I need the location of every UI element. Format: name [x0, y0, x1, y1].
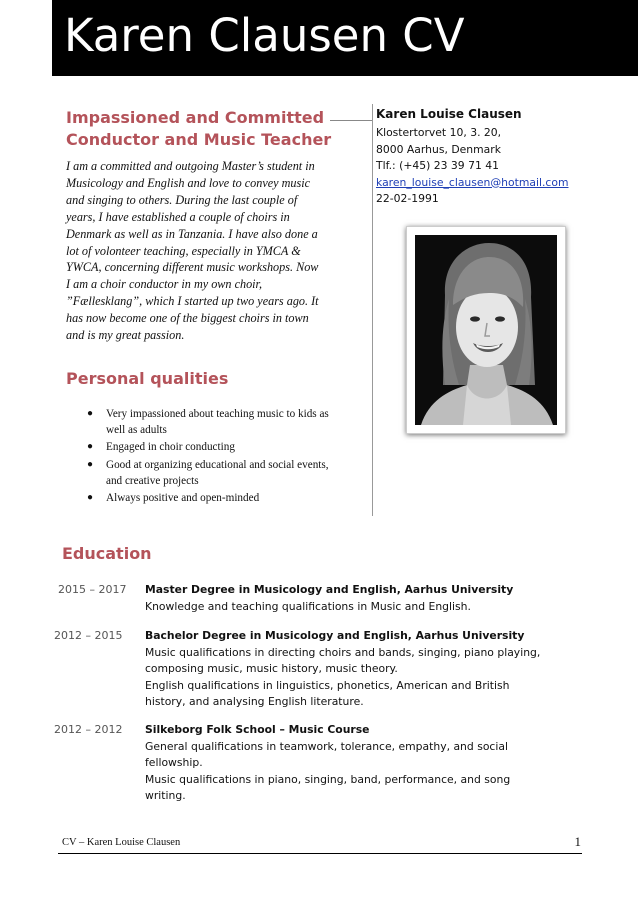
- bullet-icon: ●: [87, 458, 94, 470]
- personal-qualities-list: [72, 406, 332, 507]
- bullet-icon: ●: [87, 441, 94, 453]
- footer-label: CV – Karen Louise Clausen: [62, 837, 181, 848]
- education-description: Music qualifications in directing choirs and bands, singing, piano playing, composing music, music history, music theory.: [145, 645, 541, 675]
- footer-divider: [58, 853, 582, 854]
- profile-heading: Impassioned and Committed Conductor and Music Teacher: [66, 108, 332, 149]
- list-item: ● Good at organizing educational and social events, and creative projects: [87, 458, 329, 487]
- bullet-icon: ●: [87, 492, 94, 504]
- education-dates: 2012 – 2015: [54, 629, 123, 642]
- personal-qualities-heading: Personal qualities: [66, 369, 229, 388]
- education-title: Silkeborg Folk School – Music Course: [145, 723, 370, 736]
- contact-phone: Tlf.: (+45) 23 39 71 41: [376, 159, 500, 172]
- page-number: 1: [574, 834, 581, 849]
- education-description: Music qualifications in piano, singing, band, performance, and song writing.: [145, 772, 511, 802]
- portrait-photo-frame: [406, 226, 566, 434]
- education-details: [145, 628, 545, 711]
- education-description: General qualifications in teamwork, tolerance, empathy, and social fellowship.: [145, 739, 508, 769]
- education-description: English qualifications in linguistics, phonetics, American and British history, and analysing English literature.: [145, 678, 510, 708]
- divider: [330, 120, 372, 121]
- list-item: ● Very impassioned about teaching music to kids as well as adults: [87, 408, 329, 437]
- education-title: Bachelor Degree in Musicology and English, Aarhus University: [145, 629, 525, 642]
- contact-address-line-2: 8000 Aarhus, Denmark: [376, 142, 501, 156]
- education-heading: Education: [62, 544, 152, 563]
- education-title: Master Degree in Musicology and English, Aarhus University: [145, 583, 514, 596]
- bullet-icon: ●: [87, 408, 94, 419]
- contact-block: [376, 106, 626, 208]
- contact-address-line-1: Klostertorvet 10, 3. 20,: [376, 126, 502, 139]
- education-description: Knowledge and teaching qualifications in Music and English.: [145, 599, 471, 613]
- list-item: ● Always positive and open-minded: [72, 490, 332, 506]
- portrait-image: [415, 235, 557, 425]
- title-bar: [52, 0, 638, 76]
- contact-name: Karen Louise Clausen: [376, 107, 522, 121]
- list-item: ● Engaged in choir conducting: [72, 439, 332, 455]
- education-details: [145, 722, 545, 805]
- contact-email-link[interactable]: karen_louise_clausen@hotmail.com: [376, 175, 569, 189]
- education-dates: 2015 – 2017: [58, 583, 127, 596]
- profile-intro: I am a committed and outgoing Master’s student in Musicology and English and love to convey music and singing to others. During the last couple of years, I have established a couple of choirs in Denmark as well as in Tanzania. I have also done a lot of volonteer teaching, especially in YMCA & YWCA, concerning different music workshops. Now I am a choir conductor in my own choir, ”Fællesklang”, which I started up two years ago. It has now become one of the biggest choirs in town and is my great passion.: [66, 159, 319, 343]
- education-details: [145, 582, 545, 615]
- page-title: Karen Clausen CV: [64, 9, 465, 62]
- education-dates: 2012 – 2012: [54, 723, 123, 736]
- portrait-photo: [415, 235, 557, 425]
- column-divider: [372, 104, 373, 516]
- contact-birthdate: 22-02-1991: [376, 192, 439, 205]
